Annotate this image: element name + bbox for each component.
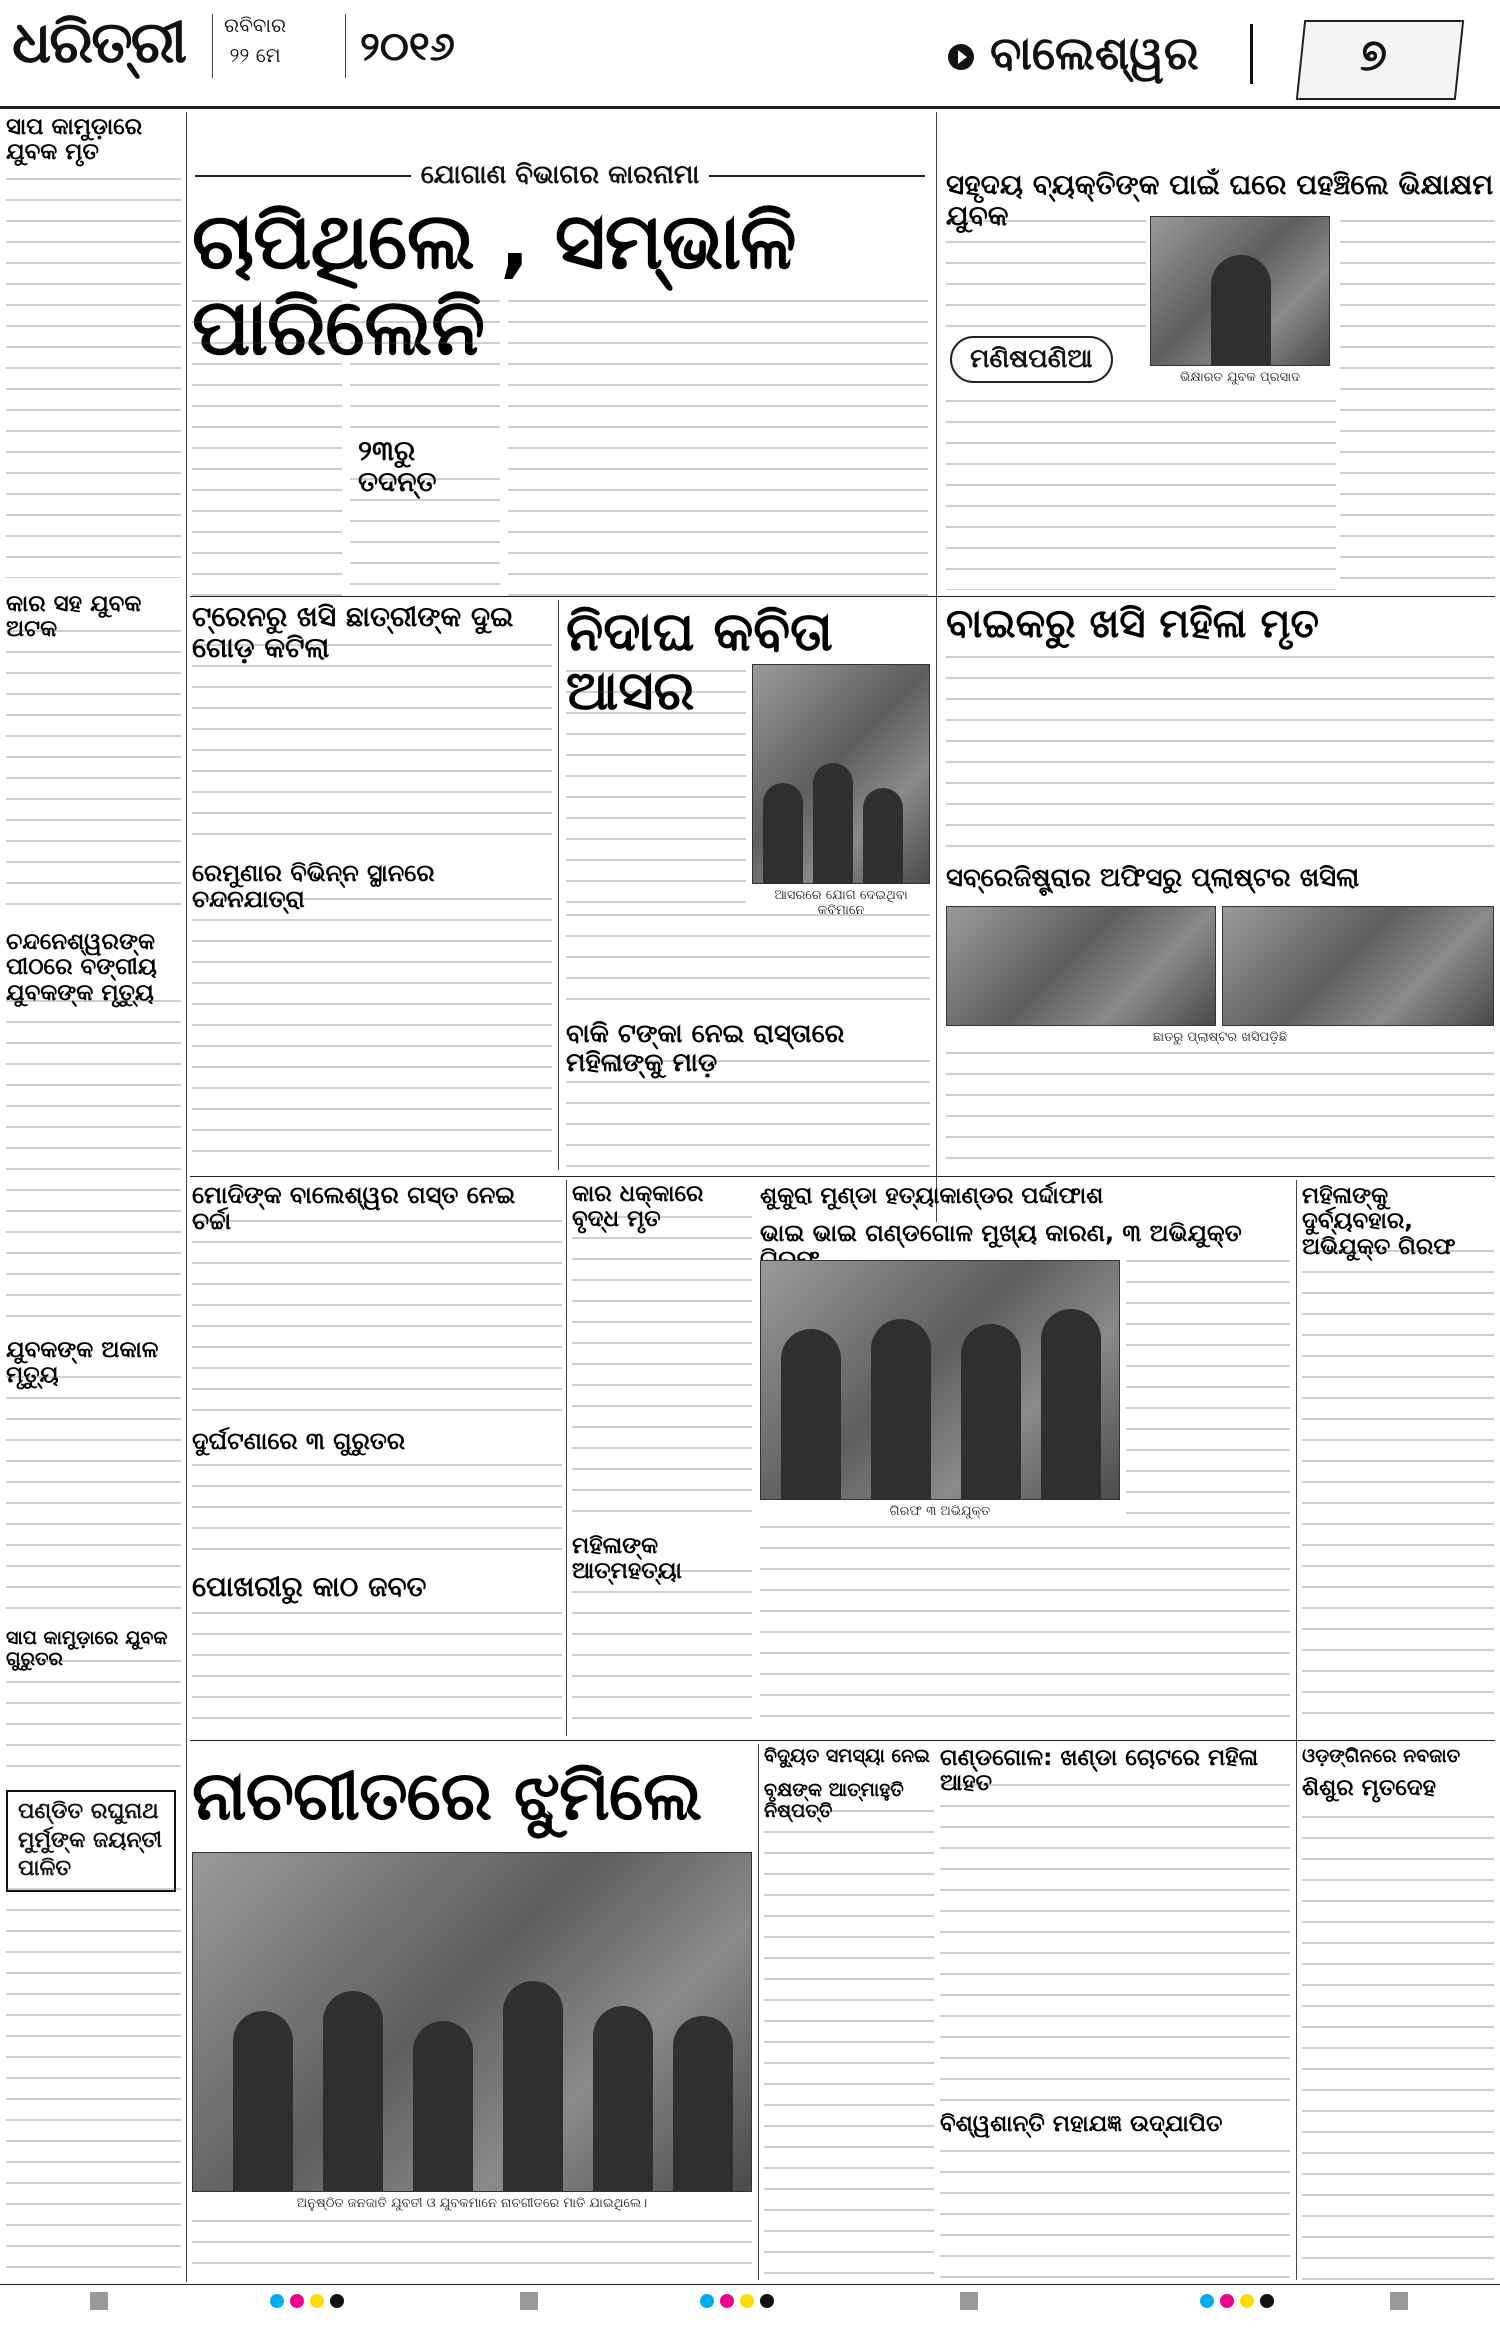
article-body (572, 1216, 752, 1526)
print-marks (90, 2290, 108, 2312)
subhead-dispute: ବିଦ୍ୟୁତ ସମସ୍ୟା ନେଇ (764, 1745, 930, 1767)
divider (212, 14, 213, 78)
registration-mark (1390, 2292, 1408, 2310)
subhead-newborn: ଓଡ଼ଙ୍ଗିନରେ ନବଜାତ (1302, 1745, 1461, 1767)
kicker-text: ଯୋଗାଣ ବିଭାଗର କାରନାମା (420, 160, 700, 190)
pandit-jayanti-tag: ପଣ୍ଡିତ ରଘୁନାଥ ମୁର୍ମୁଙ୍କ ଜୟନ୍ତୀ ପାଳିତ (6, 1790, 176, 1892)
article-body (1302, 1816, 1494, 2280)
magenta-dot (1220, 2294, 1234, 2308)
article-body (192, 1464, 562, 1564)
column-divider (1296, 1180, 1297, 2280)
divider (1250, 24, 1253, 84)
date: ୨୨ ମେ (229, 43, 281, 67)
article-body (764, 1810, 934, 2280)
headline-dance: ନାଚଗୀତରେ ଝୁମିଲେ (192, 1757, 702, 1836)
supply-kicker (195, 160, 925, 191)
person-silhouette (593, 2006, 653, 2191)
article-body (192, 2220, 752, 2280)
person-silhouette (233, 2011, 293, 2191)
headline-elder: କାର ଧକ୍କାରେ ବୃଦ୍ଧ ମୃତ (572, 1181, 704, 1233)
yellow-dot (1240, 2294, 1254, 2308)
article-body (350, 478, 500, 600)
article-body (6, 1660, 181, 1780)
person-silhouette (961, 1324, 1021, 1499)
article-body (192, 1612, 562, 1732)
article-body (6, 1888, 181, 2273)
black-dot (1260, 2294, 1274, 2308)
photo-caption: ଆସରରେ ଯୋଗ ଦେଇଥିବା କବିମାନେ (774, 888, 908, 918)
headline-poetry: ନିଦାଘ କବିତା ଆସର (566, 600, 833, 723)
registration-mark (520, 2292, 538, 2310)
person-silhouette (1041, 1309, 1101, 1499)
magenta-dot (290, 2294, 304, 2308)
column-divider (936, 112, 937, 1222)
black-dot (760, 2294, 774, 2308)
headline-youth-death: ଯୁବକଙ୍କ ଅକାଳ ମୃତ୍ୟୁ (6, 1337, 159, 1389)
article-body (566, 914, 930, 1014)
beggar-photo (1150, 216, 1330, 366)
registration-mark (90, 2292, 108, 2310)
photo-caption: ଛାତରୁ ପ୍ଲାଷ୍ଟର ଖସିପଡ଼ିଛି (1152, 1030, 1288, 1045)
color-marks (270, 2290, 344, 2312)
section-rule (190, 1740, 1495, 1741)
headline-car-attack: କାର ସହ ଯୁବକ ଅଟକ (6, 591, 142, 643)
edition-city: ବାଲେଶ୍ୱର (990, 26, 1199, 80)
person-silhouette (673, 2016, 733, 2191)
article-body (946, 220, 1146, 330)
person-silhouette (871, 1319, 931, 1499)
article-body (350, 300, 500, 430)
dance-photo (192, 1852, 752, 2192)
headline-pond: ପୋଖରୀରୁ କାଠ ଜବତ (192, 1570, 427, 1603)
color-marks (700, 2290, 774, 2312)
headline-accident: ଦୁର୍ଘଟଣାରେ ୩ ଗୁରୁତର (192, 1427, 406, 1455)
headline-snake-bite: ସାପ କାମୁଡ଼ାରେ ଯୁବକ ମୃତ (6, 114, 143, 166)
article-body (508, 300, 928, 600)
weekday: ରବିବାର (224, 13, 287, 37)
cyan-dot (270, 2294, 284, 2308)
divider (345, 14, 346, 78)
person-silhouette (413, 2021, 473, 2191)
newspaper-logo: ଧରିତ୍ରୀ (12, 8, 186, 76)
headline-dispute: ଗଣ୍ଡଗୋଳ: ଖଣ୍ଡା ଚୋଟରେ ମହିଳା ଆହତ (940, 1745, 1259, 1797)
masthead-rule (0, 106, 1500, 109)
column-divider (186, 112, 187, 2282)
humanity-tag: ମଣିଷପଣିଆ (950, 336, 1113, 383)
person-silhouette (813, 763, 853, 883)
murder-kicker: ଶୁକୁରା ମୁଣ୍ଡା ହତ୍ୟାକାଣ୍ଡର ପର୍ଦ୍ଦାଫାଶ (760, 1183, 1104, 1209)
date-box (224, 10, 286, 70)
subhead-supply: ୨୩ରୁ ତଦନ୍ତ (358, 434, 437, 498)
headline-modi: ମୋଦିଙ୍କ ବାଲେଶ୍ୱର ଗସ୍ତ ନେଇ ଚର୍ଚ୍ଚା (192, 1181, 516, 1236)
person-silhouette (323, 1991, 383, 2191)
section-rule (190, 1176, 1495, 1177)
murder-photo (760, 1260, 1120, 1500)
page-number: ୭ (1360, 30, 1387, 81)
column-divider (566, 1180, 567, 1736)
headline-peace: ବିଶ୍ୱଶାନ୍ତି ମହାଯଜ୍ଞ ଉଦ୍‌ଯାପିତ (940, 2111, 1223, 2137)
column-divider (758, 1744, 759, 2280)
color-marks (1200, 2290, 1274, 2312)
print-marks (520, 2290, 538, 2312)
cyan-dot (700, 2294, 714, 2308)
article-body (6, 1000, 181, 1330)
person-silhouette (1211, 255, 1271, 365)
article-body (6, 630, 181, 920)
print-marks (1390, 2290, 1408, 2312)
registrar-photo-2 (1222, 906, 1494, 1026)
headline-suicide: ମହିଳାଙ୍କ ଆତ୍ମହତ୍ୟା (572, 1533, 682, 1585)
print-marks (960, 2290, 978, 2312)
rule (195, 175, 411, 177)
article-body (6, 178, 181, 578)
article-body (946, 656, 1494, 856)
poetry-photo (752, 664, 930, 884)
article-body (946, 1052, 1494, 1172)
registration-mark (960, 2292, 978, 2310)
photo-caption: ଭିକ୍ଷାରତ ଯୁବକ ପ୍ରସାଦ (1179, 370, 1301, 385)
article-body (192, 644, 552, 852)
headline-registrar: ସବ୍‌ରେଜିଷ୍ଟ୍ରାର ଅଫିସରୁ ପ୍ଲାଷ୍ଟର ଖସିଲା (946, 863, 1360, 893)
rule (709, 175, 925, 177)
article-body (572, 1570, 752, 1732)
article-body (192, 1220, 562, 1420)
headline-newborn: ଶିଶୁର ମୃତଦେହ (1302, 1775, 1437, 1801)
play-icon (948, 44, 974, 70)
photo-caption: ଅନୁଷ୍ଠିତ ଜନଜାତି ଯୁବତୀ ଓ ଯୁବକମାନେ ନାଚଗୀତରେ ମାତି ଯାଇଥିଲେ। (296, 2196, 648, 2211)
headline-bike: ବାଇକରୁ ଖସି ମହିଳା ମୃତ (946, 601, 1319, 647)
magenta-dot (720, 2294, 734, 2308)
headline-train: ଟ୍ରେନରୁ ଖସି ଛାତ୍ରୀଙ୍କ ଦୁଇ ଗୋଡ଼ କଟିଲା (192, 600, 514, 664)
person-silhouette (781, 1329, 841, 1499)
headline-supply: ଚାପିଥିଲେ , ସମ୍ଭାଳି ପାରିଲେନି (192, 197, 796, 373)
photo-caption: ଗିରଫ ୩ ଅଭିଯୁକ୍ତ (889, 1504, 991, 1519)
article-body (946, 400, 1336, 590)
person-silhouette (863, 788, 903, 883)
article-body (1126, 1260, 1290, 1520)
masthead (0, 0, 1500, 108)
black-dot (330, 2294, 344, 2308)
footer-rule (0, 2284, 1500, 2285)
headline-tree: ବୃକ୍ଷଙ୍କ ଆତ୍ମାହୁତି ନିଷ୍ପତ୍ତି (764, 1779, 904, 1822)
column-divider (558, 600, 559, 1170)
person-silhouette (503, 1981, 563, 2191)
yellow-dot (740, 2294, 754, 2308)
registrar-photo-1 (946, 906, 1216, 1026)
person-silhouette (763, 783, 803, 883)
headline-money: ବାକି ଟଙ୍କା ନେଇ ରାସ୍ତାରେ ମହିଳାଙ୍କୁ ମାଡ଼ (566, 1019, 845, 1078)
article-body (940, 2150, 1290, 2280)
headline-remuna: ରେମୁଣାର ବିଭିନ୍ନ ସ୍ଥାନରେ ଚନ୍ଦନଯାତ୍ରା (192, 859, 435, 914)
section-rule (190, 596, 1495, 597)
headline-snake-child: ସାପ କାମୁଡ଼ାରେ ଯୁବକ ଗୁରୁତର (6, 1627, 168, 1670)
article-body (940, 1784, 1290, 2104)
article-body (1340, 220, 1495, 590)
article-body (192, 898, 552, 1168)
headline-beggar: ସହୃଦୟ ବ୍ୟକ୍ତିଙ୍କ ପାଇଁ ଘରେ ପହଞ୍ଚିଲେ ଭିକ୍ଷାକ୍ଷମ ଯୁବକ (946, 168, 1494, 232)
article-body (1302, 1250, 1494, 1730)
article-body (566, 1060, 930, 1170)
article-body (192, 300, 342, 600)
headline-murder: ଭାଇ ଭାଇ ଗଣ୍ଡଗୋଳ ମୁଖ୍ୟ କାରଣ, ୩ ଅଭିଯୁକ୍ତ (760, 1219, 1242, 1247)
year: ୨୦୧୬ (360, 24, 455, 70)
article-body (566, 670, 746, 910)
headline-chandaneswar: ଚନ୍ଦନେଶ୍ୱରଙ୍କ ପୀଠରେ ବଙ୍ଗୀୟ ଯୁବକଙ୍କ ମୃତ୍ୟୁ (6, 929, 157, 1006)
yellow-dot (310, 2294, 324, 2308)
article-body (6, 1376, 181, 1622)
cyan-dot (1200, 2294, 1214, 2308)
headline-misbehave: ମହିଳାଙ୍କୁ ଦୁର୍ବ୍ୟବହାର, ଅଭିଯୁକ୍ତ ଗିରଫ (1302, 1183, 1456, 1260)
article-body (760, 1526, 1290, 1732)
